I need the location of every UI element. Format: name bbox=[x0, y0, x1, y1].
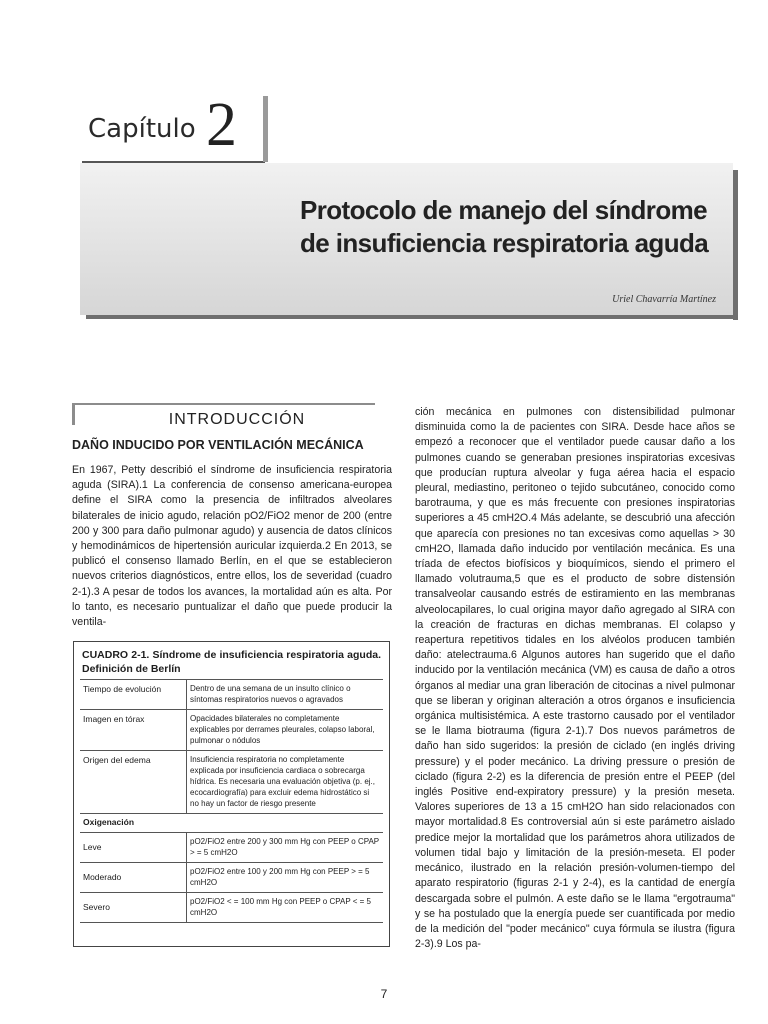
table-row bbox=[80, 863, 383, 893]
title-band-shadow-bottom bbox=[86, 315, 738, 319]
row-label: Tiempo de evolución bbox=[80, 680, 187, 710]
page-number: 7 bbox=[380, 987, 388, 1001]
table-row bbox=[80, 833, 383, 863]
table-title: CUADRO 2-1. Síndrome de insuficiencia respiratoria aguda. Definición de Berlín bbox=[80, 648, 383, 680]
intro-rule bbox=[72, 403, 375, 405]
row-label: Imagen en tórax bbox=[80, 710, 187, 751]
section-heading: INTRODUCCIÓN bbox=[168, 411, 306, 428]
chapter-title bbox=[300, 194, 708, 260]
table-row bbox=[80, 893, 383, 923]
berlin-definition-table bbox=[80, 680, 383, 923]
table-row bbox=[80, 710, 383, 751]
table-section-header bbox=[80, 814, 383, 833]
chapter-label: Capítulo bbox=[88, 114, 196, 144]
chapter-number: 2 bbox=[206, 91, 237, 159]
row-label: Severo bbox=[80, 893, 187, 923]
row-label: Moderado bbox=[80, 863, 187, 893]
cuadro-2-1 bbox=[73, 641, 390, 947]
row-value: pO2/FiO2 < = 100 mm Hg con PEEP o CPAP < = 5 cmH2O bbox=[187, 893, 384, 923]
chapter-divider bbox=[263, 96, 268, 162]
row-value: Insuficiencia respiratoria no completamente explicada por insuficiencia cardiaca o sobrecarga hídrica. Es necesaria una evaluación objetiva (p. ej., ecocardiografía) para excluir edema hidrostático si no hay un factor de riesgo presente bbox=[187, 751, 384, 814]
row-value: Dentro de una semana de un insulto clínico o síntomas respiratorios nuevos o agravados bbox=[187, 680, 384, 710]
left-paragraph: En 1967, Petty describió el síndrome de insuficiencia respiratoria aguda (SIRA).1 La conferencia de consenso americana-europea define el SIRA como la presencia de infiltrados alveolares bilaterales de inicio agudo, relación pO2/FiO2 menor de 200 (entre 200 y 300 para daño pulmonar agudo) y ausencia de datos clínicos y hemodinámicos de hipertensión auricular izquierda.2 En 2013, se publicó el consenso llamado Berlín, en el que se establecieron nuevos criterios diagnósticos, entre ellos, los de severidad (cuadro 2-1).3 A pesar de todos los avances, la mortalidad aún es alta. Por lo tanto, es necesario puntualizar el daño que puede producir la ventila- bbox=[72, 464, 392, 629]
chapter-title-line-2: de insuficiencia respiratoria aguda bbox=[300, 228, 709, 258]
author-name: Uriel Chavarría Martínez bbox=[612, 294, 716, 305]
section-subheading: DAÑO INDUCIDO POR VENTILACIÓN MECÁNICA bbox=[72, 438, 364, 452]
row-label: Leve bbox=[80, 833, 187, 863]
title-band-shadow-right bbox=[733, 170, 738, 320]
table-row bbox=[80, 680, 383, 710]
oxygenation-header: Oxigenación bbox=[80, 814, 383, 833]
chapter-title-line-1: Protocolo de manejo del síndrome bbox=[300, 195, 707, 225]
row-label: Origen del edema bbox=[80, 751, 187, 814]
row-value: pO2/FiO2 entre 200 y 300 mm Hg con PEEP o CPAP > = 5 cmH2O bbox=[187, 833, 384, 863]
right-paragraph: ción mecánica en pulmones con distensibilidad pulmonar disminuida como la de pacientes con SIRA. Desde hace años se empezó a reconocer que el ventilador puede causar daño a los pulmones cuando se generaban presiones inspiratorias excesivas que producían ruptura alveolar y fuga aérea hacia el espacio pleural, mediastino, peritoneo o tejido subcutáneo, conocido como barotrauma, y que es más frecuente con presiones inspiratorias superiores a 45 cmH2O.4 Más adelante, se descubrió una afección que aparecía con presiones no tan excesivas como aquellas > 30 cmH2O, llamada daño inducido por ventilación mecánica. Es una tríada de efectos biofísicos y bioquímicos, siendo el primero el llamado volutrauma,5 que es el producto de sobre distensión transalveolar causando estrés de estiramiento en las membranas alveolocapilares, lo cual origina mayor daño agregado al SIRA con la creación de fracturas en dichas membranas. El colapso y reapertura repetitivos tidales en los alvéolos producen también daño: atelectrauma.6 Algunos autores han sugerido que el daño inducido por la ventilación mecánica (VM) es causa de daño a otros órganos al mediar una gran liberación de citocinas a nivel pulmonar que se liberan y originan alteración a otros órganos e insuficiencia orgánica multisistémica. A este trastorno causado por el ventilador se le llama biotrauma (figura 2-1).7 Dos nuevos parámetros de daño han sido sugeridos: la presión de ciclado (en inglés driving pressure) y el poder mecánico. La driving pressure o presión de ciclado (figura 2-2) es la diferencia de presión entre el PEEP (del inglés Positive end-expiratory pressure) y la presión meseta. Valores superiores de 13 a 15 cmH2O han sido relacionados con mayor mortalidad.8 Es controversial aún si este parámetro aislado predice mejor la mortalidad que los parámetros ahora utilizados de volumen tidal bajo y limitación de la presión-meseta. El poder mecánico, ilustrado en la relación presión-volumen-tiempo del aparato respiratorio (figuras 2-1 y 2-4), es la cantidad de energía descargada sobre el pulmón. A este daño se le llama "ergotrauma" y se ha postulado que la energía puede ser cuantificada por medio de la medición del "poder mecánico" cuya fórmula se ilustra (figura 2-3).9 Los pa- bbox=[415, 406, 735, 951]
row-value: Opacidades bilaterales no completamente explicables por derrames pleurales, colapso laboral, pulmonar o nódulos bbox=[187, 710, 384, 751]
row-value: pO2/FiO2 entre 100 y 200 mm Hg con PEEP > = 5 cmH2O bbox=[187, 863, 384, 893]
table-row bbox=[80, 751, 383, 814]
